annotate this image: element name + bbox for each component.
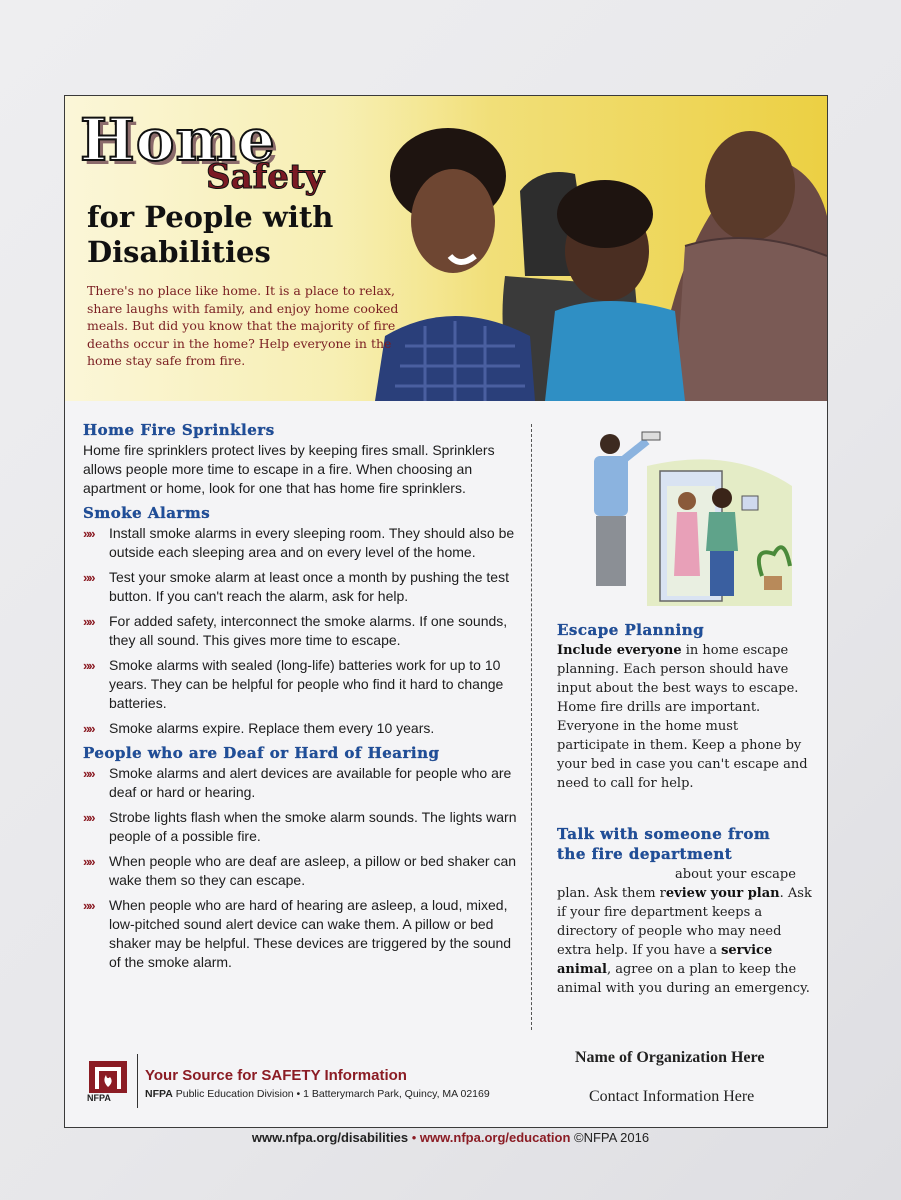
deaf-list xyxy=(83,764,523,972)
talk-body: about your escape plan. Ask them review your plan. Ask if your fire department keeps a directory of people who may need extra help. If you have a service animal, agree on a plan to keep the animal with you during an emergency. xyxy=(557,867,812,996)
bullet-icon: »» xyxy=(83,614,94,629)
list-item: »» For added safety, interconnect the smoke alarms. If one sounds, they all sound. This gives more time to escape. xyxy=(83,613,508,648)
safety-source-tagline: Your Source for SAFETY Information xyxy=(145,1067,407,1084)
escape-heading: Escape Planning xyxy=(557,621,705,639)
bullet-icon: »» xyxy=(83,526,94,541)
list-item: »» Smoke alarms and alert devices are available for people who are deaf or hard or hearing. xyxy=(83,765,512,800)
organization-name: Name of Organization Here xyxy=(575,1049,765,1066)
logo-separator xyxy=(137,1054,138,1108)
bullet-icon: »» xyxy=(83,766,94,781)
intro-text: There's no place like home. It is a place to relax, share laughs with family, and enjoy home cooked meals. But did you know that the majority of fire deaths occur in the home? Help everyone in the home stay safe from fire. xyxy=(87,283,399,368)
title-subtitle: for People with Disabilities xyxy=(87,200,334,269)
column-divider xyxy=(531,424,532,1030)
hero-banner xyxy=(65,96,827,401)
bullet-icon: »» xyxy=(83,854,94,869)
list-item: »» When people who are deaf are asleep, a pillow or bed shaker can wake them so they can escape. xyxy=(83,853,517,888)
list-item: »» Smoke alarms expire. Replace them every 10 years. xyxy=(83,720,435,736)
smoke-alarm-illustration xyxy=(552,426,797,606)
bullet-icon: »» xyxy=(83,658,94,673)
family-photo xyxy=(345,96,827,401)
copyright: ©NFPA 2016 xyxy=(570,1130,650,1145)
deaf-heading: People who are Deaf or Hard of Hearing xyxy=(83,744,440,762)
list-item: »» Test your smoke alarm at least once a month by pushing the test button. If you can't reach the alarm, ask for help. xyxy=(83,569,509,604)
title-home: Home xyxy=(80,106,276,174)
bullet-icon: »» xyxy=(83,810,94,825)
list-item: »» Install smoke alarms in every sleeping room. They should also be outside each sleeping area and on every level of the home. xyxy=(83,525,515,560)
sprinklers-body: Home fire sprinklers protect lives by keeping fires small. Sprinklers allows people more time to escape in a fire. When choosing an apartment or home, look for one that has home fire sprinklers. xyxy=(83,442,495,496)
bullet-icon: »» xyxy=(83,721,94,736)
flyer-frame xyxy=(64,95,828,1128)
smoke-alarms-heading: Smoke Alarms xyxy=(83,504,211,522)
list-item: »» Strobe lights flash when the smoke alarm sounds. The lights warn people of a possible fire. xyxy=(83,809,517,844)
bullet-icon: »» xyxy=(83,898,94,913)
contact-info: Contact Information Here xyxy=(589,1088,755,1105)
list-item: »» Smoke alarms with sealed (long-life) batteries work for up to 10 years. They can be helpful for people who find it hard to change batteries. xyxy=(83,657,504,711)
education-link[interactable]: www.nfpa.org/education xyxy=(419,1130,571,1145)
escape-body: Include everyone in home escape planning. Each person should have input about the best ways to escape. Home fire drills are important. Everyone in the home must participate in them. Keep a phone by your bed in case you can't escape and need to call for help. xyxy=(557,643,808,791)
title-safety: Safety xyxy=(206,157,325,197)
nfpa-logo-label: NFPA xyxy=(87,1093,111,1103)
left-column xyxy=(83,419,523,978)
nfpa-address: NFPA Public Education Division • 1 Batterymarch Park, Quincy, MA 02169 xyxy=(145,1088,490,1100)
sprinklers-heading: Home Fire Sprinklers xyxy=(83,421,275,439)
footer-links xyxy=(0,1130,901,1145)
smoke-alarms-list xyxy=(83,524,523,738)
bullet-icon: »» xyxy=(83,570,94,585)
footer-separator: • xyxy=(408,1130,420,1145)
disabilities-link[interactable]: www.nfpa.org/disabilities xyxy=(251,1130,409,1145)
list-item: »» When people who are hard of hearing are asleep, a loud, mixed, low-pitched sound alert device can wake them. A pillow or bed shaker may be helpful. These devices are triggered by the sound of the smoke alarm. xyxy=(83,897,512,970)
talk-heading: Talk with someone from the fire department xyxy=(557,825,771,863)
